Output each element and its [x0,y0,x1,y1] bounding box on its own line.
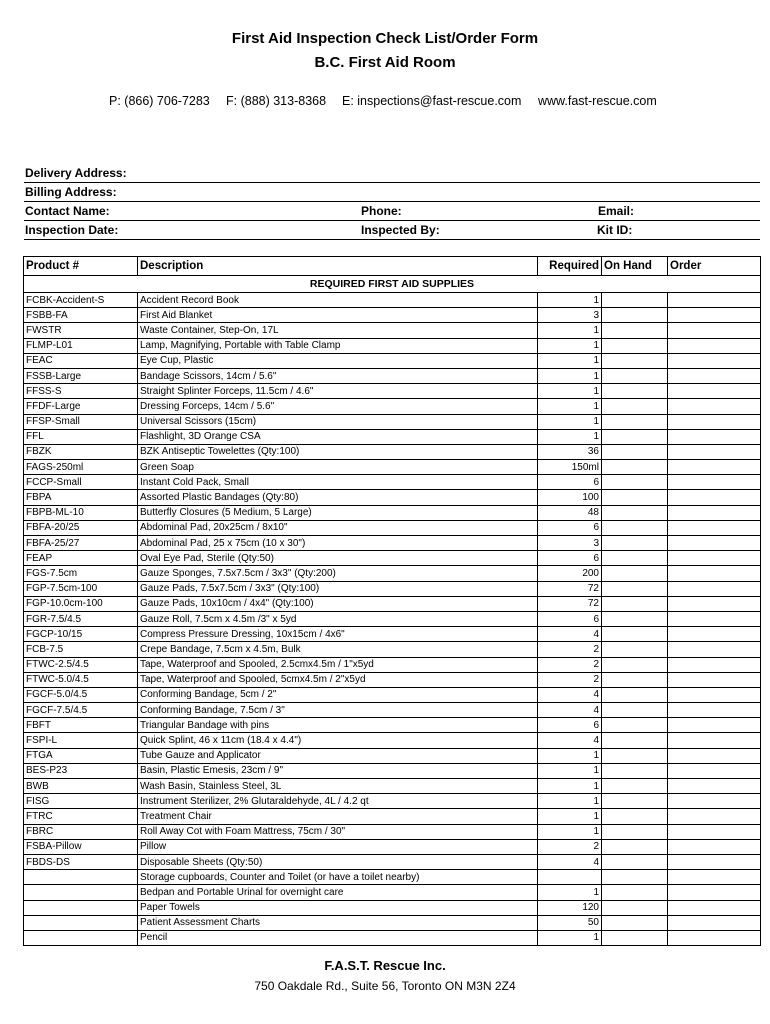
order-cell[interactable] [668,657,761,672]
order-cell[interactable] [668,900,761,915]
product-cell [24,915,138,930]
description-cell: BZK Antiseptic Towelettes (Qty:100) [138,444,538,459]
description-cell: Pillow [138,839,538,854]
on-hand-cell[interactable] [602,536,668,551]
on-hand-cell[interactable] [602,885,668,900]
product-cell: FBPB-ML-10 [24,505,138,520]
description-cell: Conforming Bandage, 5cm / 2" [138,687,538,702]
table-row [24,429,761,444]
product-cell [24,900,138,915]
on-hand-cell[interactable] [602,460,668,475]
on-hand-cell[interactable] [602,399,668,414]
product-cell: FCBK-Accident-S [24,293,138,308]
description-cell: Gauze Sponges, 7.5x7.5cm / 3x3" (Qty:200) [138,566,538,581]
table-row [24,338,761,353]
required-cell: 1 [538,809,602,824]
product-cell: FFL [24,429,138,444]
description-cell: Oval Eye Pad, Sterile (Qty:50) [138,551,538,566]
table-row [24,475,761,490]
description-cell: Bandage Scissors, 14cm / 5.6" [138,368,538,383]
on-hand-cell[interactable] [602,505,668,520]
table-row [24,687,761,702]
on-hand-cell[interactable] [602,308,668,323]
on-hand-cell[interactable] [602,566,668,581]
required-cell: 48 [538,505,602,520]
table-row [24,444,761,459]
required-cell: 4 [538,627,602,642]
required-cell: 1 [538,338,602,353]
description-cell: Tape, Waterproof and Spooled, 2.5cmx4.5m / 1"x5yd [138,657,538,672]
product-cell: FTWC-2.5/4.5 [24,657,138,672]
required-cell: 6 [538,551,602,566]
on-hand-cell[interactable] [602,368,668,383]
supplies-table [23,256,761,946]
on-hand-cell[interactable] [602,915,668,930]
table-row [24,718,761,733]
on-hand-cell[interactable] [602,779,668,794]
description-cell: First Aid Blanket [138,308,538,323]
order-cell[interactable] [668,399,761,414]
description-cell: Abdominal Pad, 25 x 75cm (10 x 30") [138,536,538,551]
order-cell[interactable] [668,854,761,869]
description-cell: Gauze Pads, 10x10cm / 4x4" (Qty:100) [138,596,538,611]
order-cell[interactable] [668,368,761,383]
required-cell: 3 [538,308,602,323]
order-cell[interactable] [668,839,761,854]
order-cell[interactable] [668,536,761,551]
table-row [24,505,761,520]
table-header-row [24,257,761,276]
table-row [24,611,761,626]
footer-company: F.A.S.T. Rescue Inc. [324,958,446,973]
on-hand-cell[interactable] [602,748,668,763]
required-cell: 2 [538,839,602,854]
table-row [24,414,761,429]
order-cell[interactable] [668,885,761,900]
description-cell: Tube Gauze and Applicator [138,748,538,763]
kit-id-label: Kit ID: [597,223,633,237]
description-cell: Gauze Pads, 7.5x7.5cm / 3x3" (Qty:100) [138,581,538,596]
footer-address: 750 Oakdale Rd., Suite 56, Toronto ON M3N 2Z4 [254,979,516,993]
required-cell: 1 [538,748,602,763]
description-cell: Accident Record Book [138,293,538,308]
description-cell: Instant Cold Pack, Small [138,475,538,490]
order-cell[interactable] [668,414,761,429]
product-cell: FTRC [24,809,138,824]
required-cell: 120 [538,900,602,915]
description-cell: Crepe Bandage, 7.5cm x 4.5m, Bulk [138,642,538,657]
table-row [24,399,761,414]
table-row [24,566,761,581]
table-row [24,384,761,399]
on-hand-cell[interactable] [602,581,668,596]
product-cell: FBRC [24,824,138,839]
order-cell[interactable] [668,581,761,596]
description-cell: Dressing Forceps, 14cm / 5.6" [138,399,538,414]
contact-fax: F: (888) 313-8368 [226,94,327,108]
email-label: Email: [598,204,635,218]
product-cell: FAGS-250ml [24,460,138,475]
inspection-row[interactable] [24,221,760,240]
required-cell: 1 [538,353,602,368]
order-cell[interactable] [668,930,761,945]
product-cell: FBPA [24,490,138,505]
on-hand-cell[interactable] [602,551,668,566]
order-cell[interactable] [668,642,761,657]
on-hand-cell[interactable] [602,323,668,338]
table-row [24,779,761,794]
order-cell[interactable] [668,566,761,581]
required-cell: 6 [538,520,602,535]
description-cell: Tape, Waterproof and Spooled, 5cmx4.5m / 2"x5yd [138,672,538,687]
required-cell: 6 [538,475,602,490]
required-cell: 1 [538,368,602,383]
required-cell: 50 [538,915,602,930]
order-cell[interactable] [668,611,761,626]
description-cell: Assorted Plastic Bandages (Qty:80) [138,490,538,505]
table-row [24,536,761,551]
table-row [24,581,761,596]
description-cell: Green Soap [138,460,538,475]
product-cell: FLMP-L01 [24,338,138,353]
product-cell: FSBB-FA [24,308,138,323]
order-cell[interactable] [668,809,761,824]
on-hand-cell[interactable] [602,687,668,702]
table-row [24,703,761,718]
product-cell: FSPI-L [24,733,138,748]
description-cell: Storage cupboards, Counter and Toilet (or have a toilet nearby) [138,870,538,885]
table-row [24,520,761,535]
description-cell: Pencil [138,930,538,945]
contact-website: www.fast-rescue.com [538,94,657,108]
order-cell[interactable] [668,794,761,809]
table-row [24,748,761,763]
required-cell: 150ml [538,460,602,475]
form-subtitle: B.C. First Aid Room [314,54,456,71]
product-cell: FFSP-Small [24,414,138,429]
inspection-date-label: Inspection Date: [25,223,119,237]
table-row [24,854,761,869]
order-cell[interactable] [668,444,761,459]
required-cell: 72 [538,596,602,611]
order-cell[interactable] [668,870,761,885]
description-cell: Lamp, Magnifying, Portable with Table Clamp [138,338,538,353]
product-cell: FGP-10.0cm-100 [24,596,138,611]
description-cell: Universal Scissors (15cm) [138,414,538,429]
order-cell[interactable] [668,384,761,399]
required-cell: 6 [538,718,602,733]
description-cell: Roll Away Cot with Foam Mattress, 75cm / 30" [138,824,538,839]
description-cell: Conforming Bandage, 7.5cm / 3" [138,703,538,718]
required-cell: 36 [538,444,602,459]
col-header-required: Required [538,257,602,276]
product-cell: FGCF-7.5/4.5 [24,703,138,718]
product-cell: FBFA-25/27 [24,536,138,551]
order-cell[interactable] [668,703,761,718]
on-hand-cell[interactable] [602,809,668,824]
col-header-on-hand: On Hand [602,257,668,276]
table-row [24,642,761,657]
required-cell: 1 [538,885,602,900]
required-cell: 4 [538,733,602,748]
required-cell: 6 [538,611,602,626]
contact-email: E: inspections@fast-rescue.com [342,94,522,108]
on-hand-cell[interactable] [602,627,668,642]
product-cell: FFSS-S [24,384,138,399]
required-cell [538,870,602,885]
product-cell: FGP-7.5cm-100 [24,581,138,596]
order-cell[interactable] [668,475,761,490]
on-hand-cell[interactable] [602,854,668,869]
required-cell: 1 [538,763,602,778]
on-hand-cell[interactable] [602,444,668,459]
required-cell: 1 [538,384,602,399]
description-cell: Butterfly Closures (5 Medium, 5 Large) [138,505,538,520]
required-cell: 72 [538,581,602,596]
order-cell[interactable] [668,915,761,930]
on-hand-cell[interactable] [602,839,668,854]
required-cell: 1 [538,930,602,945]
required-cell: 2 [538,657,602,672]
inspected-by-label: Inspected By: [361,223,440,237]
table-row [24,627,761,642]
product-cell: FCCP-Small [24,475,138,490]
on-hand-cell[interactable] [602,703,668,718]
on-hand-cell[interactable] [602,353,668,368]
required-cell: 4 [538,854,602,869]
order-cell[interactable] [668,293,761,308]
required-cell: 3 [538,536,602,551]
on-hand-cell[interactable] [602,900,668,915]
order-cell[interactable] [668,748,761,763]
table-row [24,323,761,338]
product-cell: FFDF-Large [24,399,138,414]
on-hand-cell[interactable] [602,824,668,839]
product-cell [24,930,138,945]
product-cell: FTGA [24,748,138,763]
table-row [24,900,761,915]
on-hand-cell[interactable] [602,672,668,687]
required-cell: 200 [538,566,602,581]
description-cell: Bedpan and Portable Urinal for overnight care [138,885,538,900]
table-row [24,460,761,475]
order-cell[interactable] [668,672,761,687]
product-cell: FGCF-5.0/4.5 [24,687,138,702]
table-row [24,809,761,824]
delivery-address-row[interactable] [24,164,760,183]
description-cell: Instrument Sterilizer, 2% Glutaraldehyde, 4L / 4.2 qt [138,794,538,809]
product-cell: FBFT [24,718,138,733]
description-cell: Patient Assessment Charts [138,915,538,930]
phone-label: Phone: [361,204,402,218]
on-hand-cell[interactable] [602,930,668,945]
on-hand-cell[interactable] [602,794,668,809]
description-cell: Straight Splinter Forceps, 11.5cm / 4.6" [138,384,538,399]
on-hand-cell[interactable] [602,763,668,778]
order-cell[interactable] [668,520,761,535]
info-section [24,164,760,240]
table-row [24,794,761,809]
table-row [24,824,761,839]
on-hand-cell[interactable] [602,338,668,353]
col-header-description: Description [138,257,538,276]
required-cell: 100 [538,490,602,505]
order-cell[interactable] [668,687,761,702]
product-cell: FTWC-5.0/4.5 [24,672,138,687]
description-cell: Compress Pressure Dressing, 10x15cm / 4x6" [138,627,538,642]
order-cell[interactable] [668,733,761,748]
order-cell[interactable] [668,627,761,642]
product-cell [24,870,138,885]
required-cell: 2 [538,642,602,657]
section-title: REQUIRED FIRST AID SUPPLIES [24,276,761,293]
required-cell: 1 [538,414,602,429]
order-cell[interactable] [668,779,761,794]
product-cell: FBFA-20/25 [24,520,138,535]
order-cell[interactable] [668,505,761,520]
table-row [24,353,761,368]
on-hand-cell[interactable] [602,475,668,490]
description-cell: Abdominal Pad, 20x25cm / 8x10" [138,520,538,535]
order-cell[interactable] [668,429,761,444]
section-row [24,276,761,293]
product-cell: FEAC [24,353,138,368]
required-cell: 1 [538,399,602,414]
product-cell: FGCP-10/15 [24,627,138,642]
delivery-address-label: Delivery Address: [25,166,127,180]
order-cell[interactable] [668,596,761,611]
table-row [24,915,761,930]
description-cell: Gauze Roll, 7.5cm x 4.5m /3" x 5yd [138,611,538,626]
contact-name-label: Contact Name: [25,204,110,218]
order-cell[interactable] [668,338,761,353]
order-cell[interactable] [668,490,761,505]
order-cell[interactable] [668,763,761,778]
on-hand-cell[interactable] [602,596,668,611]
table-row [24,490,761,505]
on-hand-cell[interactable] [602,718,668,733]
on-hand-cell[interactable] [602,414,668,429]
contact-phone: P: (866) 706-7283 [109,94,210,108]
order-cell[interactable] [668,824,761,839]
product-cell: BES-P23 [24,763,138,778]
table-row [24,763,761,778]
on-hand-cell[interactable] [602,657,668,672]
required-cell: 2 [538,672,602,687]
product-cell [24,885,138,900]
col-header-order: Order [668,257,761,276]
col-header-product: Product # [24,257,138,276]
description-cell: Wash Basin, Stainless Steel, 3L [138,779,538,794]
order-cell[interactable] [668,551,761,566]
required-cell: 1 [538,824,602,839]
required-cell: 1 [538,794,602,809]
on-hand-cell[interactable] [602,611,668,626]
product-cell: FISG [24,794,138,809]
on-hand-cell[interactable] [602,642,668,657]
order-cell[interactable] [668,353,761,368]
on-hand-cell[interactable] [602,293,668,308]
description-cell: Triangular Bandage with pins [138,718,538,733]
description-cell: Quick Splint, 46 x 11cm (18.4 x 4.4") [138,733,538,748]
table-row [24,870,761,885]
required-cell: 1 [538,293,602,308]
table-row [24,308,761,323]
form-title: First Aid Inspection Check List/Order Form [231,30,539,47]
billing-address-label: Billing Address: [25,185,117,199]
required-cell: 4 [538,703,602,718]
required-cell: 1 [538,429,602,444]
contact-row[interactable] [24,202,760,221]
order-cell[interactable] [668,323,761,338]
billing-address-row[interactable] [24,183,760,202]
product-cell: FCB-7.5 [24,642,138,657]
required-cell: 4 [538,687,602,702]
table-row [24,657,761,672]
product-cell: FGR-7.5/4.5 [24,611,138,626]
table-row [24,293,761,308]
on-hand-cell[interactable] [602,520,668,535]
description-cell: Waste Container, Step-On, 17L [138,323,538,338]
product-cell: FBZK [24,444,138,459]
description-cell: Basin, Plastic Emesis, 23cm / 9" [138,763,538,778]
on-hand-cell[interactable] [602,490,668,505]
order-cell[interactable] [668,718,761,733]
product-cell: FWSTR [24,323,138,338]
product-cell: FGS-7.5cm [24,566,138,581]
required-cell: 1 [538,779,602,794]
table-row [24,885,761,900]
on-hand-cell[interactable] [602,870,668,885]
required-cell: 1 [538,323,602,338]
product-cell: BWB [24,779,138,794]
description-cell: Eye Cup, Plastic [138,353,538,368]
table-row [24,839,761,854]
order-cell[interactable] [668,308,761,323]
table-row [24,930,761,945]
table-row [24,551,761,566]
on-hand-cell[interactable] [602,384,668,399]
table-row [24,672,761,687]
on-hand-cell[interactable] [602,429,668,444]
on-hand-cell[interactable] [602,733,668,748]
product-cell: FEAP [24,551,138,566]
table-row [24,596,761,611]
product-cell: FSSB-Large [24,368,138,383]
table-row [24,368,761,383]
order-cell[interactable] [668,460,761,475]
table-row [24,733,761,748]
product-cell: FSBA-Pillow [24,839,138,854]
description-cell: Disposable Sheets (Qty:50) [138,854,538,869]
product-cell: FBDS-DS [24,854,138,869]
description-cell: Paper Towels [138,900,538,915]
description-cell: Treatment Chair [138,809,538,824]
description-cell: Flashlight, 3D Orange CSA [138,429,538,444]
